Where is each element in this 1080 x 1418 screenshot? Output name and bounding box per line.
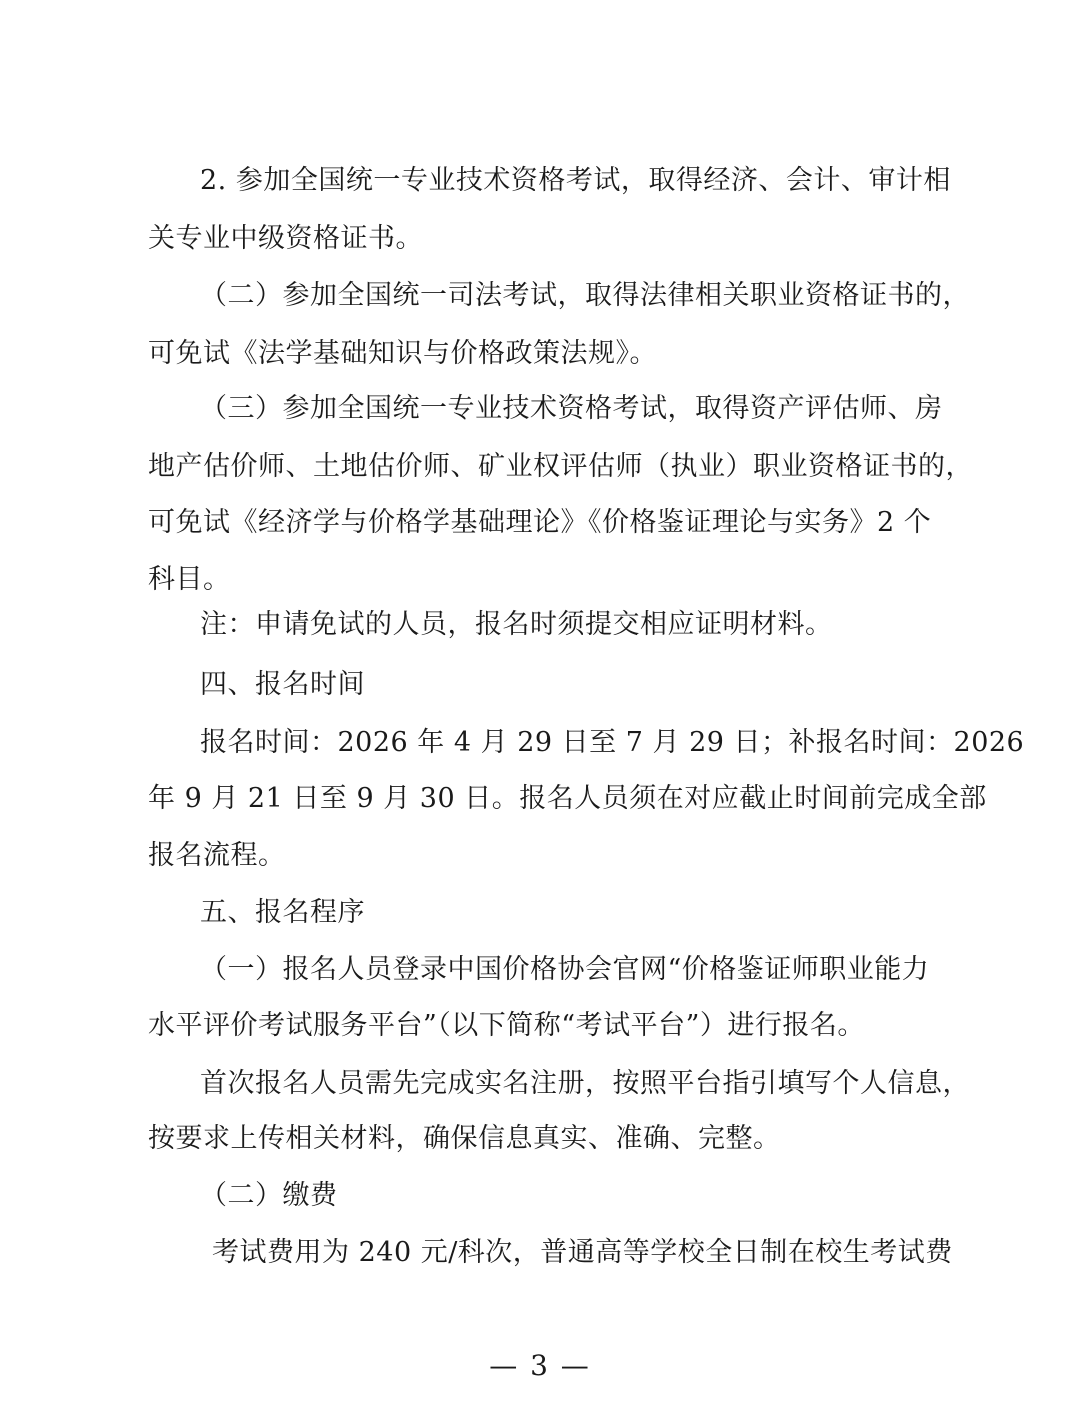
section-heading: 四、报名时间 <box>200 669 365 700</box>
subsection-heading: （二）缴费 <box>200 1180 338 1211</box>
section-heading: 五、报名程序 <box>200 897 365 928</box>
paragraph-line: 关专业中级资格证书。 <box>148 223 423 254</box>
paragraph-line: 考试费用为 240 元/科次，普通高等学校全日制在校生考试费 <box>212 1237 953 1268</box>
paragraph-line: 可免试《法学基础知识与价格政策法规》。 <box>148 338 657 369</box>
note-line: 注：申请免试的人员，报名时须提交相应证明材料。 <box>200 609 833 640</box>
paragraph-line: 地产估价师、土地估价师、矿业权评估师（执业）职业资格证书的， <box>148 451 973 482</box>
paragraph-line: 年 9 月 21 日至 9 月 30 日。报名人员须在对应截止时间前完成全部 <box>148 783 987 814</box>
paragraph-line: （一）报名人员登录中国价格协会官网“价格鉴证师职业能力 <box>200 954 930 985</box>
paragraph-line: 科目。 <box>148 564 231 595</box>
paragraph-line: 报名时间：2026 年 4 月 29 日至 7 月 29 日；补报名时间：2026 <box>200 727 1025 758</box>
paragraph-line: （三）参加全国统一专业技术资格考试，取得资产评估师、房 <box>200 393 943 424</box>
paragraph-line: 报名流程。 <box>148 840 286 871</box>
paragraph-line: 按要求上传相关材料，确保信息真实、准确、完整。 <box>148 1123 781 1154</box>
page-number: — 3 — <box>489 1349 591 1382</box>
paragraph-line: （二）参加全国统一司法考试，取得法律相关职业资格证书的， <box>200 280 970 311</box>
paragraph-line: 首次报名人员需先完成实名注册，按照平台指引填写个人信息， <box>200 1068 970 1099</box>
paragraph-line: 可免试《经济学与价格学基础理论》《价格鉴证理论与实务》2 个 <box>148 507 932 538</box>
paragraph-line: 2. 参加全国统一专业技术资格考试，取得经济、会计、审计相 <box>200 165 951 196</box>
paragraph-line: 水平评价考试服务平台”（以下简称“考试平台”）进行报名。 <box>148 1010 865 1041</box>
